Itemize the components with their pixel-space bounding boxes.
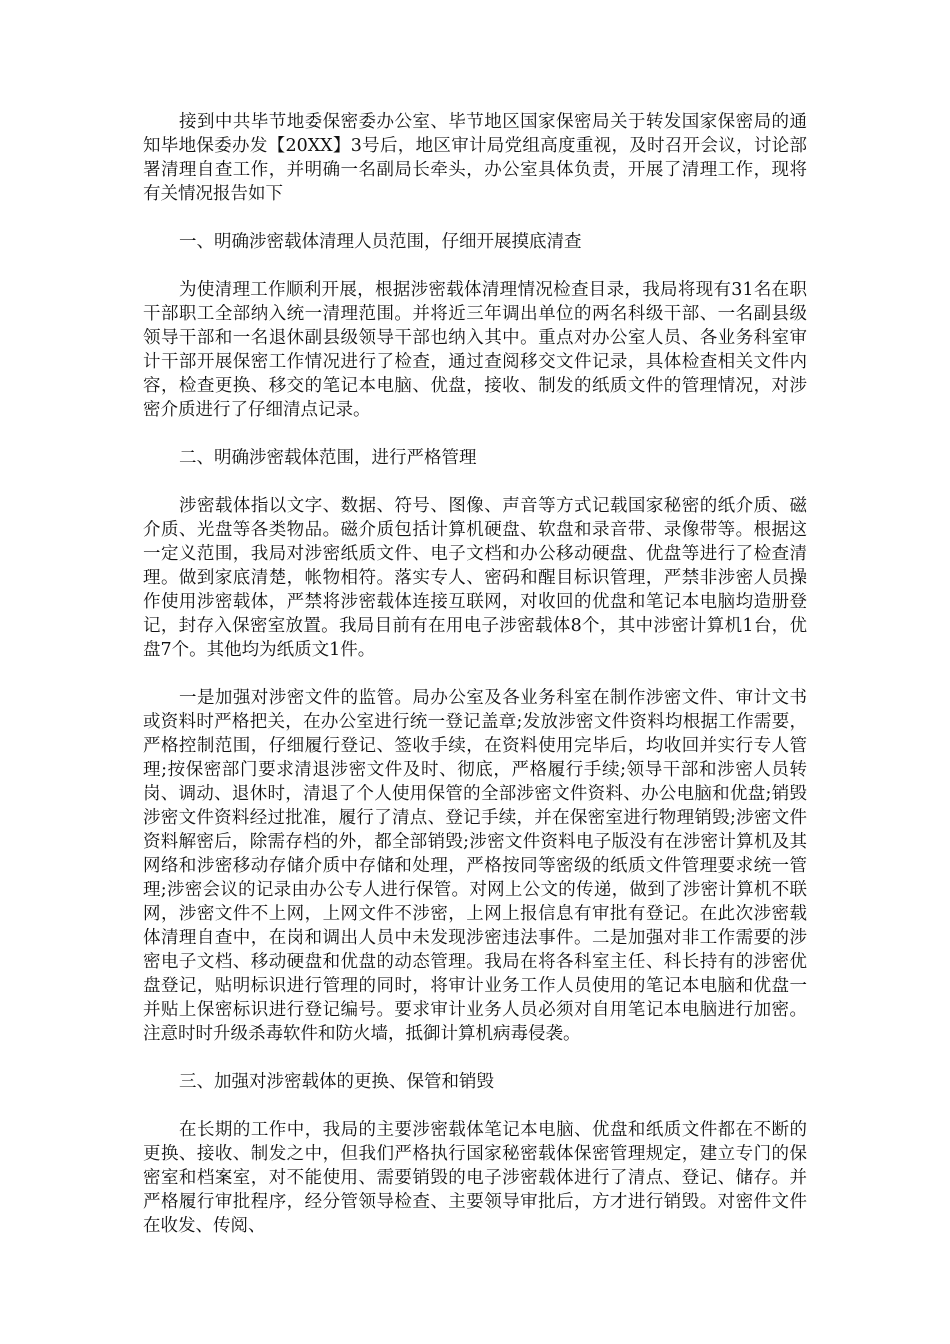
document-body — [143, 110, 807, 1262]
section-heading-2: 二、明确涉密载体范围，进行严格管理 — [179, 448, 477, 468]
section-heading-1: 一、明确涉密载体清理人员范围，仔细开展摸底清查 — [179, 232, 582, 252]
section-3-paragraph: 在长期的工作中，我局的主要涉密载体笔记本电脑、优盘和纸质文件都在不断的更换、接收、制发之中，但我们严格执行国家秘密载体保密管理规定，建立专门的保密室和档案室，对不能使用、需要销毁的电子涉密载体进行了清点、登记、储存。并严格履行审批程序，经分管领导检查、主要领导审批后，方才进行销毁。对密件文件在收发、传阅、 — [143, 1120, 807, 1236]
section-2-detail-paragraph: 一是加强对涉密文件的监管。局办公室及各业务科室在制作涉密文件、审计文书或资料时严格把关，在办公室进行统一登记盖章;发放涉密文件资料均根据工作需要，严格控制范围，仔细履行登记、签收手续，在资料使用完毕后，均收回并实行专人管理;按保密部门要求清退涉密文件及时、彻底，严格履行手续;领导干部和涉密人员转岗、调动、退休时，清退了个人使用保管的全部涉密文件资料、办公电脑和优盘;销毁涉密文件资料经过批准，履行了清点、登记手续，并在保密室进行物理销毁;涉密文件资料解密后，除需存档的外，都全部销毁;涉密文件资料电子版没有在涉密计算机及其网络和涉密移动存储介质中存储和处理，严格按同等密级的纸质文件管理要求统一管理;涉密会议的记录由办公专人进行保管。对网上公文的传递，做到了涉密计算机不联网，涉密文件不上网，上网文件不涉密，上网上报信息有审批有登记。在此次涉密载体清理自查中，在岗和调出人员中未发现涉密违法事件。二是加强对非工作需要的涉密电子文档、移动硬盘和优盘的动态管理。我局在将各科室主任、科长持有的涉密优盘登记，贴明标识进行管理的同时，将审计业务工作人员使用的笔记本电脑和优盘一并贴上保密标识进行登记编号。要求审计业务人员必须对自用笔记本电脑进行加密。注意时时升级杀毒软件和防火墙，抵御计算机病毒侵袭。 — [143, 688, 807, 1044]
intro-paragraph: 接到中共毕节地委保密委办公室、毕节地区国家保密局关于转发国家保密局的通知毕地保委办发【20XX】3号后，地区审计局党组高度重视，及时召开会议，讨论部署清理自查工作，并明确一名副局长牵头，办公室具体负责，开展了清理工作，现将有关情况报告如下 — [143, 112, 807, 204]
section-2-paragraph: 涉密载体指以文字、数据、符号、图像、声音等方式记载国家秘密的纸介质、磁介质、光盘等各类物品。磁介质包括计算机硬盘、软盘和录音带、录像带等。根据这一定义范围，我局对涉密纸质文件、电子文档和办公移动硬盘、优盘等进行了检查清理。做到家底清楚，帐物相符。落实专人、密码和醒目标识管理，严禁非涉密人员操作使用涉密载体，严禁将涉密载体连接互联网，对收回的优盘和笔记本电脑均造册登记，封存入保密室放置。我局目前有在用电子涉密载体8个，其中涉密计算机1台，优盘7个。其他均为纸质文1件。 — [143, 496, 807, 660]
section-heading-3: 三、加强对涉密载体的更换、保管和销毁 — [179, 1072, 494, 1092]
section-1-paragraph: 为使清理工作顺利开展，根据涉密载体清理情况检查目录，我局将现有31名在职干部职工全部纳入统一清理范围。并将近三年调出单位的两名科级干部、一名副县级领导干部和一名退休副县级领导干部也纳入其中。重点对办公室人员、各业务科室审计干部开展保密工作情况进行了检查，通过查阅移交文件记录，具体检查相关文件内容，检查更换、移交的笔记本电脑、优盘，接收、制发的纸质文件的管理情况，对涉密介质进行了仔细清点记录。 — [143, 280, 807, 420]
